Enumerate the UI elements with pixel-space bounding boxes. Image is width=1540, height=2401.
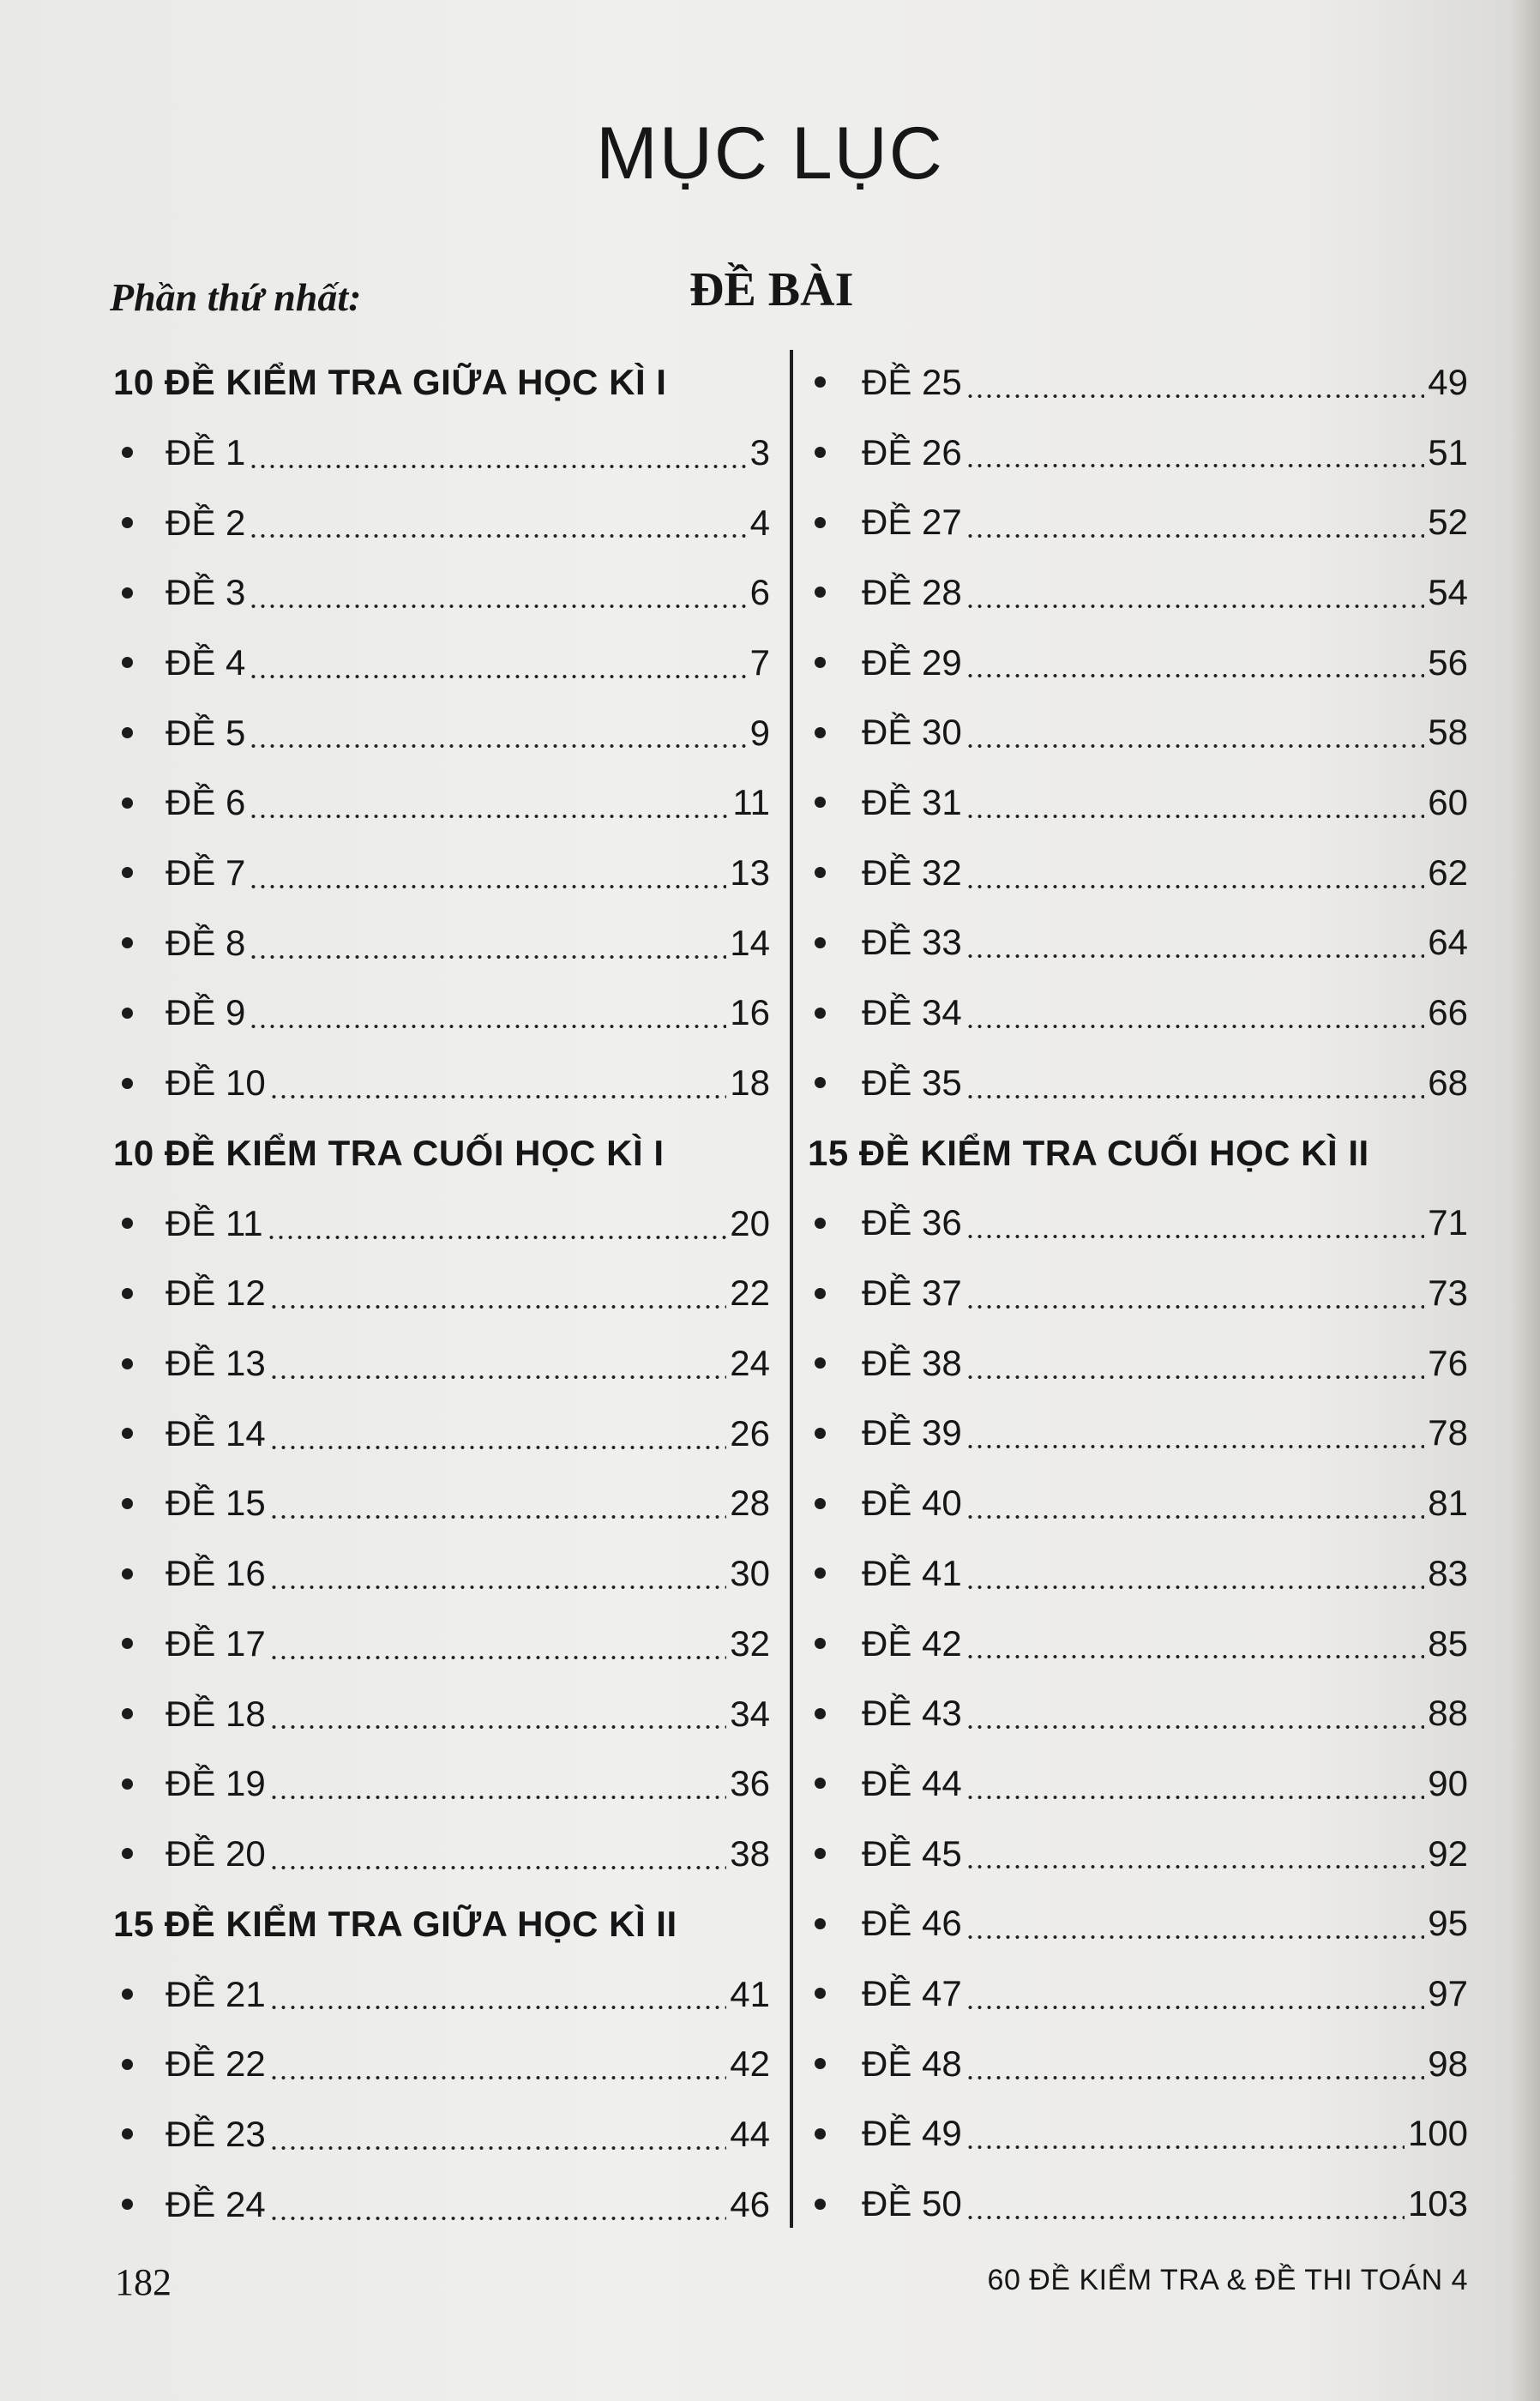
bullet-icon	[122, 2059, 133, 2070]
toc-entry-label: ĐỀ 50	[862, 2183, 962, 2224]
toc-entry[interactable]	[808, 697, 1468, 767]
bullet-icon	[815, 1778, 826, 1789]
toc-entry-page: 73	[1428, 1273, 1468, 1314]
toc-entry-label: ĐỀ 2	[165, 502, 246, 543]
toc-entry-label: ĐỀ 1	[165, 431, 246, 472]
toc-entry-label: ĐỀ 36	[862, 1202, 962, 1243]
bullet-icon	[122, 587, 133, 599]
toc-entry[interactable]	[808, 1819, 1468, 1889]
toc-entry-page: 85	[1428, 1622, 1468, 1664]
toc-entry-page: 18	[730, 1062, 770, 1104]
toc-entry[interactable]	[808, 347, 1468, 418]
toc-entry[interactable]	[113, 1748, 770, 1819]
bullet-icon	[815, 1918, 826, 1929]
toc-entry-label: ĐỀ 16	[165, 1553, 266, 1594]
toc-entry-page: 42	[730, 2043, 770, 2085]
bullet-icon	[815, 376, 826, 388]
toc-entry[interactable]	[808, 1399, 1468, 1469]
toc-entry[interactable]	[113, 1679, 770, 1749]
section-heading: 10 ĐỀ KIỂM TRA CUỐI HỌC KÌ I	[113, 1132, 665, 1173]
toc-entry-label: ĐỀ 15	[165, 1483, 266, 1524]
toc-entry[interactable]	[113, 767, 770, 838]
toc-entry[interactable]	[808, 767, 1468, 838]
toc-entry-label: ĐỀ 43	[862, 1693, 962, 1734]
toc-entry-page: 34	[730, 1693, 770, 1734]
bullet-icon	[122, 447, 133, 458]
dot-leader	[966, 2003, 1425, 2012]
bullet-icon	[815, 447, 826, 458]
dot-leader	[966, 1862, 1425, 1871]
dot-leader	[966, 1373, 1425, 1381]
toc-entry-page: 49	[1428, 361, 1468, 402]
toc-entry-label: ĐỀ 33	[862, 922, 962, 963]
dot-leader	[249, 742, 746, 750]
dot-leader	[966, 2073, 1425, 2082]
bullet-icon	[122, 1638, 133, 1649]
toc-entry-page: 13	[730, 851, 770, 893]
toc-entry[interactable]	[113, 1959, 770, 2030]
toc-entry-page: 24	[730, 1343, 770, 1384]
toc-entry-label: ĐỀ 5	[165, 712, 246, 753]
section-heading: 15 ĐỀ KIỂM TRA GIỮA HỌC KÌ II	[113, 1903, 677, 1944]
toc-entry[interactable]	[808, 1258, 1468, 1328]
bullet-icon	[815, 2199, 826, 2210]
toc-entry[interactable]	[808, 1748, 1468, 1819]
dot-leader	[966, 1303, 1425, 1311]
bullet-icon	[122, 1078, 133, 1089]
toc-entry-page: 56	[1428, 641, 1468, 683]
bullet-icon	[815, 1568, 826, 1579]
bullet-icon	[815, 1708, 826, 1719]
dot-leader	[966, 1723, 1425, 1731]
toc-entry[interactable]	[113, 1469, 770, 1539]
dot-leader	[966, 602, 1425, 611]
toc-entry-label: ĐỀ 48	[862, 2043, 962, 2084]
toc-entry[interactable]	[113, 1538, 770, 1609]
toc-right-column	[808, 347, 1468, 2239]
toc-entry[interactable]	[113, 1819, 770, 1889]
toc-left-column	[113, 347, 770, 2240]
toc-entry[interactable]	[113, 557, 770, 628]
toc-entry-page: 4	[749, 502, 770, 543]
bullet-icon	[815, 657, 826, 668]
toc-entry-label: ĐỀ 19	[165, 1763, 266, 1804]
toc-entry-label: ĐỀ 7	[165, 851, 246, 893]
dot-leader	[966, 2213, 1405, 2222]
dot-leader	[249, 812, 729, 821]
toc-entry[interactable]	[808, 1538, 1468, 1609]
toc-entry[interactable]	[808, 2099, 1468, 2169]
toc-entry-page: 6	[749, 572, 770, 613]
toc-entry-label: ĐỀ 11	[165, 1202, 263, 1243]
toc-entry-page: 90	[1428, 1762, 1468, 1803]
toc-entry-page: 100	[1407, 2113, 1468, 2154]
toc-entry-label: ĐỀ 37	[862, 1273, 962, 1314]
section-heading: 10 ĐỀ KIỂM TRA GIỮA HỌC KÌ I	[113, 362, 667, 402]
toc-entry-page: 32	[730, 1622, 770, 1664]
bullet-icon	[122, 1008, 133, 1019]
dot-leader	[966, 1583, 1425, 1592]
toc-entry-page: 41	[730, 1973, 770, 2014]
dot-leader	[269, 1513, 727, 1521]
toc-entry-page: 76	[1428, 1342, 1468, 1383]
toc-entry-label: ĐỀ 41	[862, 1552, 962, 1593]
bullet-icon	[122, 1848, 133, 1859]
part-label: Phần thứ nhất:	[110, 275, 362, 319]
toc-entry-page: 20	[730, 1202, 770, 1243]
dot-leader	[269, 1443, 727, 1452]
toc-entry-label: ĐỀ 42	[862, 1622, 962, 1664]
toc-entry-label: ĐỀ 47	[862, 1972, 962, 2013]
toc-entry[interactable]	[808, 557, 1468, 628]
toc-entry[interactable]	[113, 1328, 770, 1399]
toc-entry-label: ĐỀ 13	[165, 1343, 266, 1384]
toc-entry-page: 11	[732, 782, 770, 823]
toc-entry-page: 103	[1407, 2183, 1468, 2224]
dot-leader	[966, 952, 1425, 960]
toc-entry[interactable]	[808, 1678, 1468, 1748]
toc-entry-label: ĐỀ 27	[862, 502, 962, 543]
bullet-icon	[815, 1498, 826, 1509]
dot-leader	[269, 1583, 727, 1592]
bullet-icon	[815, 937, 826, 948]
toc-entry[interactable]	[113, 1609, 770, 1679]
bullet-icon	[122, 1428, 133, 1439]
toc-entry-page: 26	[730, 1412, 770, 1453]
dot-leader	[966, 1793, 1425, 1802]
dot-leader	[269, 1092, 727, 1101]
toc-entry-page: 98	[1428, 2043, 1468, 2084]
bullet-icon	[815, 1638, 826, 1649]
toc-entry-label: ĐỀ 6	[165, 782, 246, 823]
bullet-icon	[815, 587, 826, 598]
dot-leader	[269, 1793, 727, 1802]
toc-entry[interactable]	[113, 488, 770, 558]
bullet-icon	[122, 2199, 133, 2210]
section-heading: 15 ĐỀ KIỂM TRA CUỐI HỌC KÌ II	[808, 1132, 1369, 1173]
toc-entry[interactable]	[808, 1048, 1468, 1118]
bullet-icon	[815, 1988, 826, 1999]
bullet-icon	[122, 797, 133, 809]
bullet-icon	[815, 867, 826, 878]
toc-entry-label: ĐỀ 8	[165, 922, 246, 963]
toc-entry[interactable]	[113, 698, 770, 768]
dot-leader	[249, 882, 726, 891]
bullet-icon	[122, 1288, 133, 1299]
toc-entry[interactable]	[808, 1609, 1468, 1679]
toc-entry-label: ĐỀ 38	[862, 1342, 962, 1383]
bullet-icon	[122, 657, 133, 668]
bullet-icon	[122, 937, 133, 948]
toc-entry[interactable]	[808, 2029, 1468, 2099]
dot-leader	[966, 1652, 1425, 1661]
toc-entry-page: 81	[1428, 1483, 1468, 1524]
toc-entry-page: 62	[1428, 851, 1468, 893]
bullet-icon	[122, 1778, 133, 1790]
dot-leader	[269, 2144, 727, 2152]
toc-entry-page: 30	[730, 1553, 770, 1594]
toc-entry-label: ĐỀ 32	[862, 851, 962, 893]
dot-leader	[269, 1303, 727, 1311]
toc-entry-page: 28	[730, 1483, 770, 1524]
bullet-icon	[122, 1498, 133, 1509]
toc-entry-page: 92	[1428, 1832, 1468, 1874]
column-divider	[790, 350, 793, 2228]
toc-entry-page: 58	[1428, 712, 1468, 753]
dot-leader	[267, 1233, 727, 1242]
page-title: MỤC LỤC	[596, 112, 944, 195]
dot-leader	[966, 1092, 1425, 1101]
dot-leader	[269, 2003, 727, 2012]
dot-leader	[966, 1513, 1425, 1521]
toc-entry-page: 44	[730, 2113, 770, 2154]
toc-entry[interactable]	[113, 2169, 770, 2240]
toc-entry-page: 83	[1428, 1552, 1468, 1593]
toc-entry-page: 52	[1428, 502, 1468, 543]
bullet-icon	[122, 867, 133, 878]
dot-leader	[249, 1022, 726, 1031]
dot-leader	[966, 812, 1425, 821]
toc-entry-label: ĐỀ 20	[165, 1832, 266, 1874]
toc-entry[interactable]	[113, 838, 770, 908]
toc-entry-page: 97	[1428, 1972, 1468, 2013]
toc-entry[interactable]	[113, 1048, 770, 1118]
toc-entry-page: 78	[1428, 1412, 1468, 1453]
toc-entry[interactable]	[808, 1468, 1468, 1538]
toc-entry[interactable]	[113, 908, 770, 978]
toc-entry-page: 16	[730, 992, 770, 1033]
toc-entry-label: ĐỀ 21	[165, 1973, 266, 2014]
dot-leader	[269, 1653, 727, 1662]
part-heading: ĐỀ BÀI	[689, 263, 854, 316]
toc-entry-page: 71	[1428, 1202, 1468, 1243]
toc-entry[interactable]	[808, 1188, 1468, 1259]
dot-leader	[966, 392, 1425, 400]
toc-entry-page: 46	[730, 2183, 770, 2224]
toc-entry-page: 95	[1428, 1903, 1468, 1944]
bullet-icon	[122, 1358, 133, 1369]
toc-entry-label: ĐỀ 14	[165, 1412, 266, 1453]
toc-entry-label: ĐỀ 10	[165, 1062, 266, 1104]
toc-entry-label: ĐỀ 34	[862, 992, 962, 1033]
dot-leader	[966, 671, 1425, 680]
toc-entry[interactable]	[113, 628, 770, 698]
bullet-icon	[815, 1218, 826, 1229]
dot-leader	[249, 532, 746, 540]
bullet-icon	[815, 517, 826, 528]
toc-entry-label: ĐỀ 4	[165, 641, 246, 683]
running-footer-title: 60 ĐỀ KIỂM TRA & ĐỀ THI TOÁN 4	[987, 2264, 1468, 2296]
toc-entry-label: ĐỀ 35	[862, 1062, 962, 1103]
toc-entry-label: ĐỀ 49	[862, 2113, 962, 2154]
bullet-icon	[815, 797, 826, 808]
toc-entry-label: ĐỀ 45	[862, 1832, 962, 1874]
toc-entry[interactable]	[113, 978, 770, 1049]
bullet-icon	[122, 1218, 133, 1229]
toc-entry-page: 88	[1428, 1693, 1468, 1734]
toc-entry[interactable]	[113, 1399, 770, 1469]
book-spine-shadow	[1511, 0, 1540, 2401]
dot-leader	[966, 461, 1425, 470]
toc-entry-page: 64	[1428, 922, 1468, 963]
toc-entry-page: 60	[1428, 781, 1468, 822]
toc-entry[interactable]	[113, 418, 770, 488]
dot-leader	[269, 1723, 727, 1731]
toc-entry[interactable]	[113, 1259, 770, 1329]
dot-leader	[966, 1232, 1425, 1241]
bullet-icon	[815, 2128, 826, 2139]
toc-entry-page: 9	[749, 712, 770, 753]
bullet-icon	[815, 1288, 826, 1299]
toc-entry-label: ĐỀ 26	[862, 431, 962, 472]
dot-leader	[249, 953, 726, 961]
page-number: 182	[115, 2261, 171, 2303]
toc-entry-label: ĐỀ 28	[862, 571, 962, 612]
toc-entry-label: ĐỀ 31	[862, 781, 962, 822]
dot-leader	[269, 1863, 727, 1872]
bullet-icon	[122, 2128, 133, 2139]
toc-entry[interactable]	[808, 838, 1468, 908]
toc-entry[interactable]	[808, 2169, 1468, 2239]
dot-leader	[966, 2143, 1405, 2151]
dot-leader	[249, 602, 746, 611]
bullet-icon	[815, 2058, 826, 2069]
toc-entry[interactable]	[808, 1959, 1468, 2029]
toc-entry[interactable]	[113, 2099, 770, 2169]
toc-entry-label: ĐỀ 22	[165, 2043, 266, 2085]
toc-entry-page: 54	[1428, 571, 1468, 612]
dot-leader	[269, 2073, 727, 2082]
bullet-icon	[122, 1708, 133, 1719]
toc-entry-label: ĐỀ 9	[165, 992, 246, 1033]
toc-entry-page: 7	[749, 641, 770, 683]
bullet-icon	[122, 517, 133, 528]
toc-entry-page: 36	[730, 1763, 770, 1804]
toc-entry[interactable]	[808, 908, 1468, 978]
dot-leader	[966, 532, 1425, 540]
bullet-icon	[815, 1008, 826, 1019]
bullet-icon	[122, 1568, 133, 1580]
dot-leader	[966, 882, 1425, 891]
bullet-icon	[815, 1428, 826, 1439]
dot-leader	[966, 1022, 1425, 1031]
toc-entry-label: ĐỀ 30	[862, 712, 962, 753]
toc-entry[interactable]	[113, 1188, 770, 1259]
bullet-icon	[815, 1077, 826, 1088]
dot-leader	[966, 1933, 1425, 1941]
toc-entry[interactable]	[808, 487, 1468, 557]
dot-leader	[249, 462, 746, 471]
bullet-icon	[815, 1848, 826, 1859]
toc-entry[interactable]	[808, 978, 1468, 1048]
toc-entry[interactable]	[808, 1888, 1468, 1959]
toc-entry-label: ĐỀ 17	[165, 1622, 266, 1664]
toc-entry-label: ĐỀ 12	[165, 1273, 266, 1314]
toc-entry-label: ĐỀ 40	[862, 1483, 962, 1524]
toc-entry[interactable]	[808, 418, 1468, 488]
dot-leader	[966, 1442, 1425, 1451]
dot-leader	[249, 672, 746, 681]
toc-entry[interactable]	[808, 628, 1468, 698]
toc-entry-page: 51	[1428, 431, 1468, 472]
toc-entry-label: ĐỀ 39	[862, 1412, 962, 1453]
dot-leader	[269, 1373, 727, 1381]
toc-entry[interactable]	[113, 2029, 770, 2099]
bullet-icon	[815, 1357, 826, 1369]
toc-entry-label: ĐỀ 29	[862, 641, 962, 683]
toc-entry-label: ĐỀ 3	[165, 572, 246, 613]
bullet-icon	[122, 1989, 133, 2000]
toc-entry-label: ĐỀ 23	[165, 2113, 266, 2154]
bullet-icon	[122, 727, 133, 738]
toc-entry-page: 66	[1428, 992, 1468, 1033]
toc-entry-page: 3	[749, 431, 770, 472]
toc-entry-page: 38	[730, 1832, 770, 1874]
toc-entry-page: 14	[730, 922, 770, 963]
toc-entry-label: ĐỀ 24	[165, 2183, 266, 2224]
toc-entry-label: ĐỀ 18	[165, 1693, 266, 1734]
bullet-icon	[815, 727, 826, 738]
toc-entry-page: 68	[1428, 1062, 1468, 1103]
dot-leader	[269, 2214, 727, 2223]
toc-entry-label: ĐỀ 46	[862, 1903, 962, 1944]
toc-entry-label: ĐỀ 25	[862, 361, 962, 402]
toc-entry[interactable]	[808, 1328, 1468, 1399]
dot-leader	[966, 742, 1425, 750]
toc-entry-page: 22	[730, 1273, 770, 1314]
toc-entry-label: ĐỀ 44	[862, 1762, 962, 1803]
